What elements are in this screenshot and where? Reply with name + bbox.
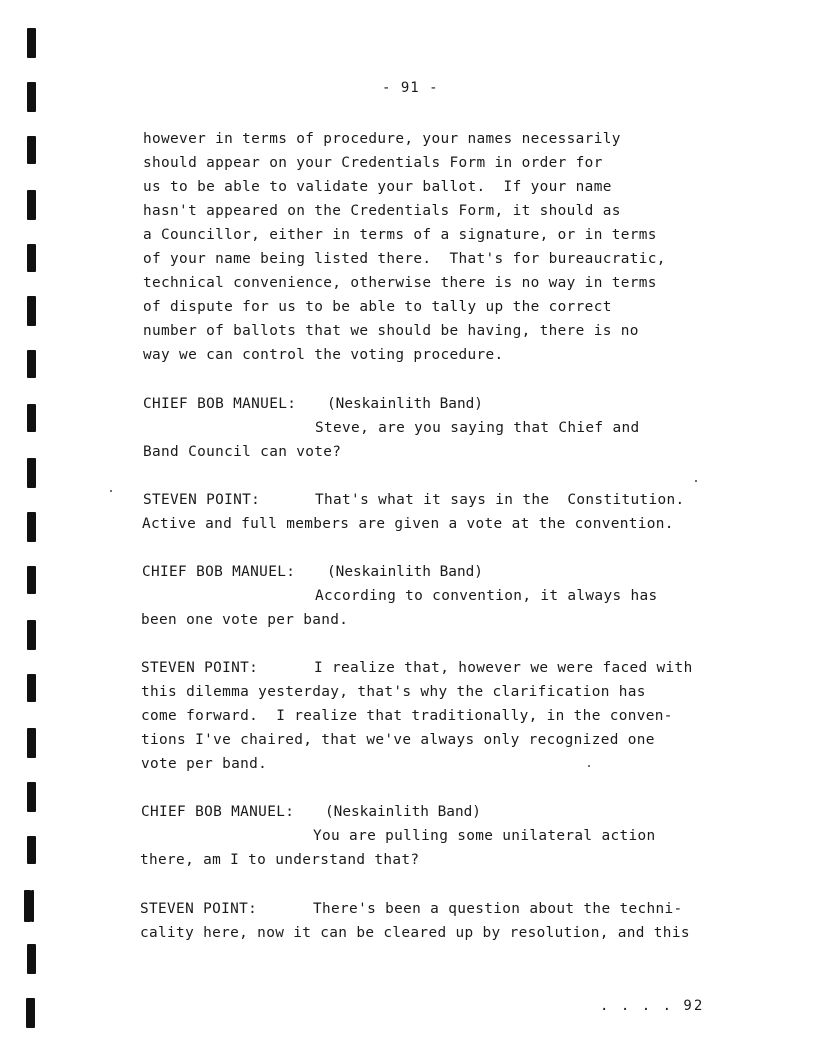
binding-mark bbox=[27, 28, 36, 58]
text-line: hasn't appeared on the Credentials Form, it should as bbox=[143, 203, 621, 219]
speech-first-line: I realize that, however we were faced with bbox=[314, 660, 693, 676]
speaker-name: CHIEF BOB MANUEL: bbox=[141, 804, 295, 820]
page-number: - 91 - bbox=[382, 80, 439, 96]
next-page-reference: . . . . 92 bbox=[600, 998, 705, 1014]
binding-mark bbox=[27, 244, 36, 272]
binding-mark bbox=[27, 404, 36, 432]
speaker-affiliation: (Neskainlith Band) bbox=[327, 396, 483, 412]
speech-line: vote per band. bbox=[141, 756, 268, 772]
speech-line: cality here, now it can be cleared up by resolution, and this bbox=[140, 925, 690, 941]
text-line: technical convenience, otherwise there is no way in terms bbox=[143, 275, 657, 291]
text-line: a Councillor, either in terms of a signature, or in terms bbox=[143, 227, 657, 243]
binding-mark bbox=[27, 674, 36, 702]
binding-mark bbox=[27, 512, 36, 542]
speech-line: Band Council can vote? bbox=[143, 444, 342, 460]
text-line: of your name being listed there. That's for bureaucratic, bbox=[143, 251, 666, 267]
scan-speck bbox=[110, 490, 112, 492]
speaker-name: STEVEN POINT: bbox=[143, 492, 261, 508]
speech-first-line: According to convention, it always has bbox=[315, 588, 658, 604]
speaker-affiliation: (Neskainlith Band) bbox=[327, 564, 483, 580]
speaker-name: STEVEN POINT: bbox=[140, 901, 258, 917]
speaker-name: CHIEF BOB MANUEL: bbox=[142, 564, 296, 580]
binding-mark bbox=[27, 566, 36, 594]
binding-mark bbox=[27, 782, 36, 812]
binding-mark bbox=[27, 136, 36, 164]
speech-first-line: You are pulling some unilateral action bbox=[313, 828, 656, 844]
binding-mark bbox=[27, 458, 36, 488]
speaker-name: STEVEN POINT: bbox=[141, 660, 259, 676]
scan-speck bbox=[695, 480, 697, 482]
speaker-affiliation: (Neskainlith Band) bbox=[325, 804, 481, 820]
binding-mark bbox=[27, 728, 36, 758]
speech-line: come forward. I realize that traditionally, in the conven- bbox=[141, 708, 673, 724]
text-line: however in terms of procedure, your names necessarily bbox=[143, 131, 621, 147]
binding-mark bbox=[31, 890, 34, 922]
speech-line: been one vote per band. bbox=[141, 612, 349, 628]
text-line: number of ballots that we should be having, there is no bbox=[143, 323, 639, 339]
speech-first-line: Steve, are you saying that Chief and bbox=[315, 420, 640, 436]
text-line: us to be able to validate your ballot. If your name bbox=[143, 179, 612, 195]
binding-hole-marks bbox=[0, 0, 40, 1055]
binding-mark bbox=[27, 620, 36, 650]
speech-first-line: There's been a question about the techni- bbox=[313, 901, 683, 917]
speech-line: Active and full members are given a vote at the convention. bbox=[142, 516, 674, 532]
speaker-name: CHIEF BOB MANUEL: bbox=[143, 396, 297, 412]
scan-speck bbox=[588, 765, 590, 767]
speech-first-line: That's what it says in the Constitution. bbox=[315, 492, 685, 508]
binding-mark bbox=[27, 944, 36, 974]
binding-mark bbox=[27, 82, 36, 112]
binding-mark bbox=[27, 836, 36, 864]
speech-line: tions I've chaired, that we've always only recognized one bbox=[141, 732, 655, 748]
binding-mark bbox=[27, 296, 36, 326]
binding-mark bbox=[27, 190, 36, 220]
binding-mark bbox=[24, 890, 31, 922]
text-line: of dispute for us to be able to tally up the correct bbox=[143, 299, 612, 315]
binding-mark bbox=[26, 998, 35, 1028]
text-line: way we can control the voting procedure. bbox=[143, 347, 504, 363]
speech-line: this dilemma yesterday, that's why the clarification has bbox=[141, 684, 646, 700]
binding-mark bbox=[27, 350, 36, 378]
text-line: should appear on your Credentials Form in order for bbox=[143, 155, 603, 171]
speech-line: there, am I to understand that? bbox=[140, 852, 420, 868]
